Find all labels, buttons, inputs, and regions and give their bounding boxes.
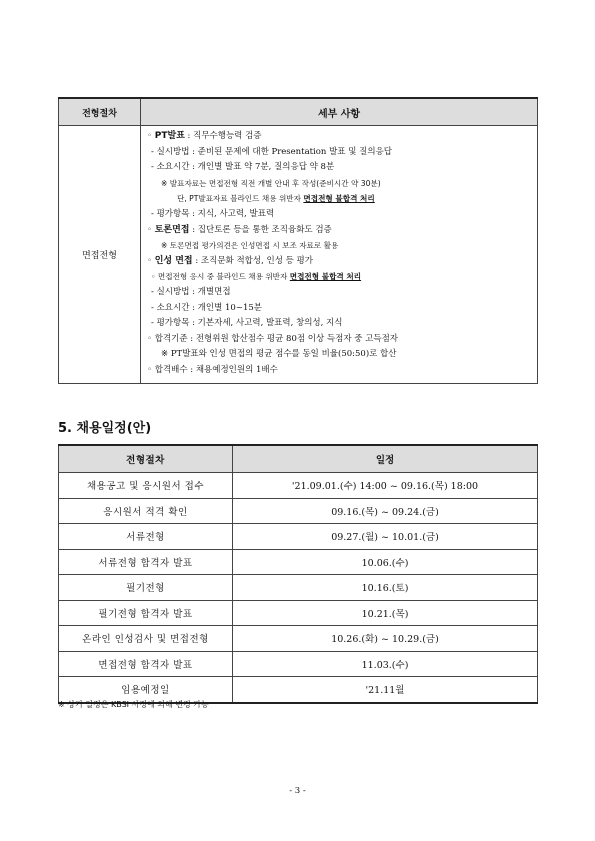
step-cell: 서류전형	[59, 524, 233, 550]
list-item: ◦ PT발표 : 직무수행능력 검증	[147, 131, 262, 141]
list-item: ◦ 합격기준 : 전형위원 합산점수 평균 80점 이상 득점자 중 고득점자	[147, 333, 398, 344]
detail-cell	[141, 126, 538, 384]
page-number: - 3 -	[289, 786, 306, 796]
note-item: ◦ 면접전형 응시 중 블라인드 채용 위반자 면접전형 불합격 처리	[151, 272, 362, 282]
date-cell: 09.16.(목) ~ 09.24.(금)	[233, 498, 538, 524]
table-row	[59, 473, 538, 499]
list-item: - 소요시간 : 개인별 발표 약 7분, 질의응답 약 8분	[151, 162, 335, 173]
list-item: - 평가항목 : 지식, 사고력, 발표력	[151, 208, 275, 219]
header-detail: 세부 사항	[141, 98, 538, 126]
note-item: ※ 발표자료는 면접전형 직전 개별 안내 후 작성(준비시간 약 30분)	[161, 178, 381, 188]
table-header-row	[59, 98, 538, 126]
list-item: ◦ 합격배수 : 채용예정인원의 1배수	[147, 364, 278, 375]
header-date: 일정	[233, 445, 538, 473]
list-item: ◦ 인성 면접 : 조직문화 적합성, 인성 등 평가	[147, 255, 313, 266]
date-cell: 10.26.(화) ~ 10.29.(금)	[233, 626, 538, 652]
list-item: - 실시방법 : 개별면접	[151, 286, 231, 297]
step-cell: 온라인 인성검사 및 면접전형	[59, 626, 233, 652]
schedule-body	[59, 473, 538, 703]
table-row	[59, 498, 538, 524]
date-cell: 11.03.(수)	[233, 651, 538, 677]
note-item: 단, PT발표자료 블라인드 채용 위반자 면접전형 불합격 처리	[177, 194, 375, 204]
date-cell: '21.11월	[233, 677, 538, 703]
note-item: ※ PT발표와 인성 면접의 평균 점수를 동일 비율(50:50)로 합산	[161, 349, 397, 360]
table-row	[59, 651, 538, 677]
table-row	[59, 600, 538, 626]
step-cell: 채용공고 및 응시원서 접수	[59, 473, 233, 499]
table-row	[59, 126, 538, 384]
step-cell: 임용예정일	[59, 677, 233, 703]
date-cell: 10.16.(토)	[233, 575, 538, 601]
note-item: ※ 토론면접 평가의견은 인성면접 시 보조 자료로 활용	[161, 241, 339, 251]
stage-cell: 면접전형	[59, 126, 141, 384]
table-row	[59, 626, 538, 652]
list-item: - 소요시간 : 개인별 10~15분	[151, 302, 262, 313]
list-item: ◦ 토론면접 : 집단토론 등을 통한 조직융화도 검증	[147, 224, 332, 235]
table-row	[59, 575, 538, 601]
interview-detail-table	[58, 97, 538, 384]
section-title: 5. 채용일정(안)	[58, 421, 152, 436]
table-row	[59, 524, 538, 550]
list-item: - 실시방법 : 준비된 문제에 대한 Presentation 발표 및 질의응답	[151, 146, 392, 157]
step-cell: 응시원서 적격 확인	[59, 498, 233, 524]
date-cell: 10.06.(수)	[233, 549, 538, 575]
footnote: ※ 상기 일정은 KBSI 사정에 의해 변경 가능	[58, 700, 209, 709]
header-step: 전형절차	[59, 445, 233, 473]
table-header-row	[59, 445, 538, 473]
date-cell: 10.21.(목)	[233, 600, 538, 626]
list-item: - 평가항목 : 기본자세, 사고력, 발표력, 창의성, 지식	[151, 318, 343, 329]
step-cell: 필기전형	[59, 575, 233, 601]
table-row	[59, 549, 538, 575]
step-cell: 서류전형 합격자 발표	[59, 549, 233, 575]
header-stage: 전형절차	[59, 98, 141, 126]
date-cell: '21.09.01.(수) 14:00 ~ 09.16.(목) 18:00	[233, 473, 538, 499]
date-cell: 09.27.(월) ~ 10.01.(금)	[233, 524, 538, 550]
step-cell: 면접전형 합격자 발표	[59, 651, 233, 677]
schedule-table	[58, 444, 538, 704]
step-cell: 필기전형 합격자 발표	[59, 600, 233, 626]
